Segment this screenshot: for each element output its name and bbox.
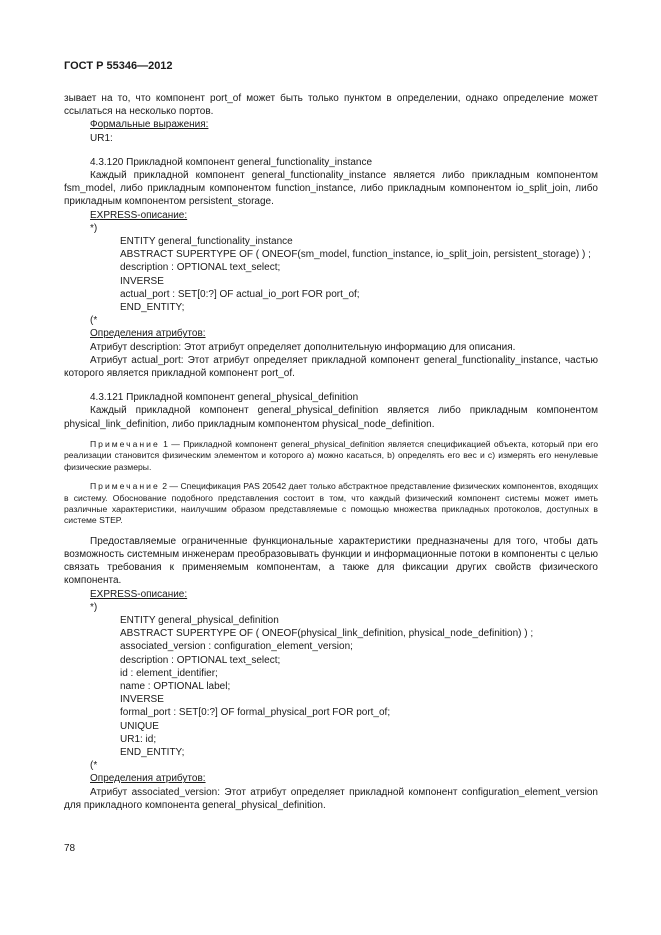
attribute-definition: Атрибут description: Этот атрибут определяет дополнительную информацию для описания. (90, 341, 516, 353)
attribute-definition: Атрибут actual_port: Этот атрибут определяет прикладной компонент general_functionality_instance, частью которого является прикладной компонент port_of. (64, 354, 598, 380)
attr-definitions-label-121: Определения атрибутов: (90, 773, 206, 785)
code-line: formal_port : SET[0:?] OF formal_physical_port FOR port_of; (120, 707, 391, 719)
code-line: ENTITY general_physical_definition (120, 614, 279, 626)
express-code-121 (64, 614, 598, 759)
note-1-label: Примечание (90, 438, 160, 449)
express-open-121: *) (90, 601, 98, 613)
code-line: description : OPTIONAL text_select; (120, 262, 281, 274)
standard-header: ГОСТ Р 55346—2012 (64, 60, 173, 72)
code-line: description : OPTIONAL text_select; (120, 654, 281, 666)
express-code-120 (64, 235, 598, 314)
express-close-120: (* (90, 315, 98, 327)
code-line: INVERSE (120, 275, 164, 287)
section-4-3-121-description: Каждый прикладной компонент general_physical_definition является либо прикладным компонентом physical_link_definition, либо прикладным компонентом physical_node_definition. (64, 405, 598, 430)
functional-characteristics-paragraph: Предоставляемые ограниченные функциональные характеристики предназначены для того, чтобы дать возможность системным инженерам преобразовывать функции и информационные потоки в компоненты с целью связать требования к применяемым компонентам, а также для фиксации других свойств физического компонента. (64, 535, 598, 587)
note-2-text: 2 — Спецификация PAS 20542 дает только абстрактное представление физических компонентов, входящих в систему. Обоснование подобного представления состоит в том, что каждый физический компонент системы может иметь различные характеристики, наилучшим образом представляемые с помощью множества прикладных протоколов, доступных в системе STEP. (64, 481, 598, 526)
section-4-3-121-title: 4.3.121 Прикладной компонент general_physical_definition (90, 392, 359, 404)
note-1 (64, 439, 598, 473)
code-line: UNIQUE (120, 720, 159, 732)
attr-definitions-label-120: Определения атрибутов: (90, 328, 206, 340)
code-line: id : element_identifier; (120, 667, 218, 679)
code-line: actual_port : SET[0:?] OF actual_io_port FOR port_of; (120, 288, 360, 300)
note-2 (64, 481, 598, 527)
note-2-label: Примечание (90, 481, 160, 492)
express-label-121: EXPRESS-описание: (90, 588, 188, 600)
code-line: ENTITY general_functionality_instance (120, 236, 293, 248)
page-number: 78 (64, 843, 76, 854)
section-4-3-120-description: Каждый прикладной компонент general_functionality_instance является либо прикладным компонентом fsm_model, либо прикладным компонентом function_instance, либо прикладным компонентом io_split_join, либо прикладным компонентом persistent_storage. (64, 170, 598, 208)
section-4-3-120-title: 4.3.120 Прикладной компонент general_functionality_instance (90, 156, 373, 168)
express-open-120: *) (90, 222, 98, 234)
express-label-120: EXPRESS-описание: (90, 209, 188, 221)
code-line: END_ENTITY; (120, 746, 185, 758)
code-line: INVERSE (120, 694, 164, 706)
note-1-text: 1 — Прикладной компонент general_physical_definition является спецификацией объекта, который при его реализации становится физическим элементом и которого a) можно касаться, b) определять его вес и c) измерять его ненулевые физические размеры. (64, 438, 598, 472)
attribute-definition: Атрибут associated_version: Этот атрибут определяет прикладной компонент configuration_element_version для прикладного компонента general_physical_definition. (64, 786, 598, 811)
formal-expressions-label: Формальные выражения: (90, 119, 209, 131)
express-close-121: (* (90, 760, 98, 772)
code-line: ABSTRACT SUPERTYPE OF ( ONEOF(sm_model, function_instance, io_split_join, persistent_storage) ) ; (120, 249, 591, 261)
code-line: UR1: id; (120, 733, 157, 745)
continued-paragraph: зывает на то, что компонент port_of может быть только пунктом в определении, однако определение может ссылаться на несколько портов. (64, 93, 598, 118)
body-column (64, 92, 598, 812)
code-line: END_ENTITY; (120, 302, 185, 314)
formal-rule: UR1: (90, 132, 113, 144)
code-line: associated_version : configuration_element_version; (120, 641, 353, 653)
code-line: ABSTRACT SUPERTYPE OF ( ONEOF(physical_link_definition, physical_node_definition) ) ; (120, 628, 534, 640)
code-line: name : OPTIONAL label; (120, 680, 231, 692)
